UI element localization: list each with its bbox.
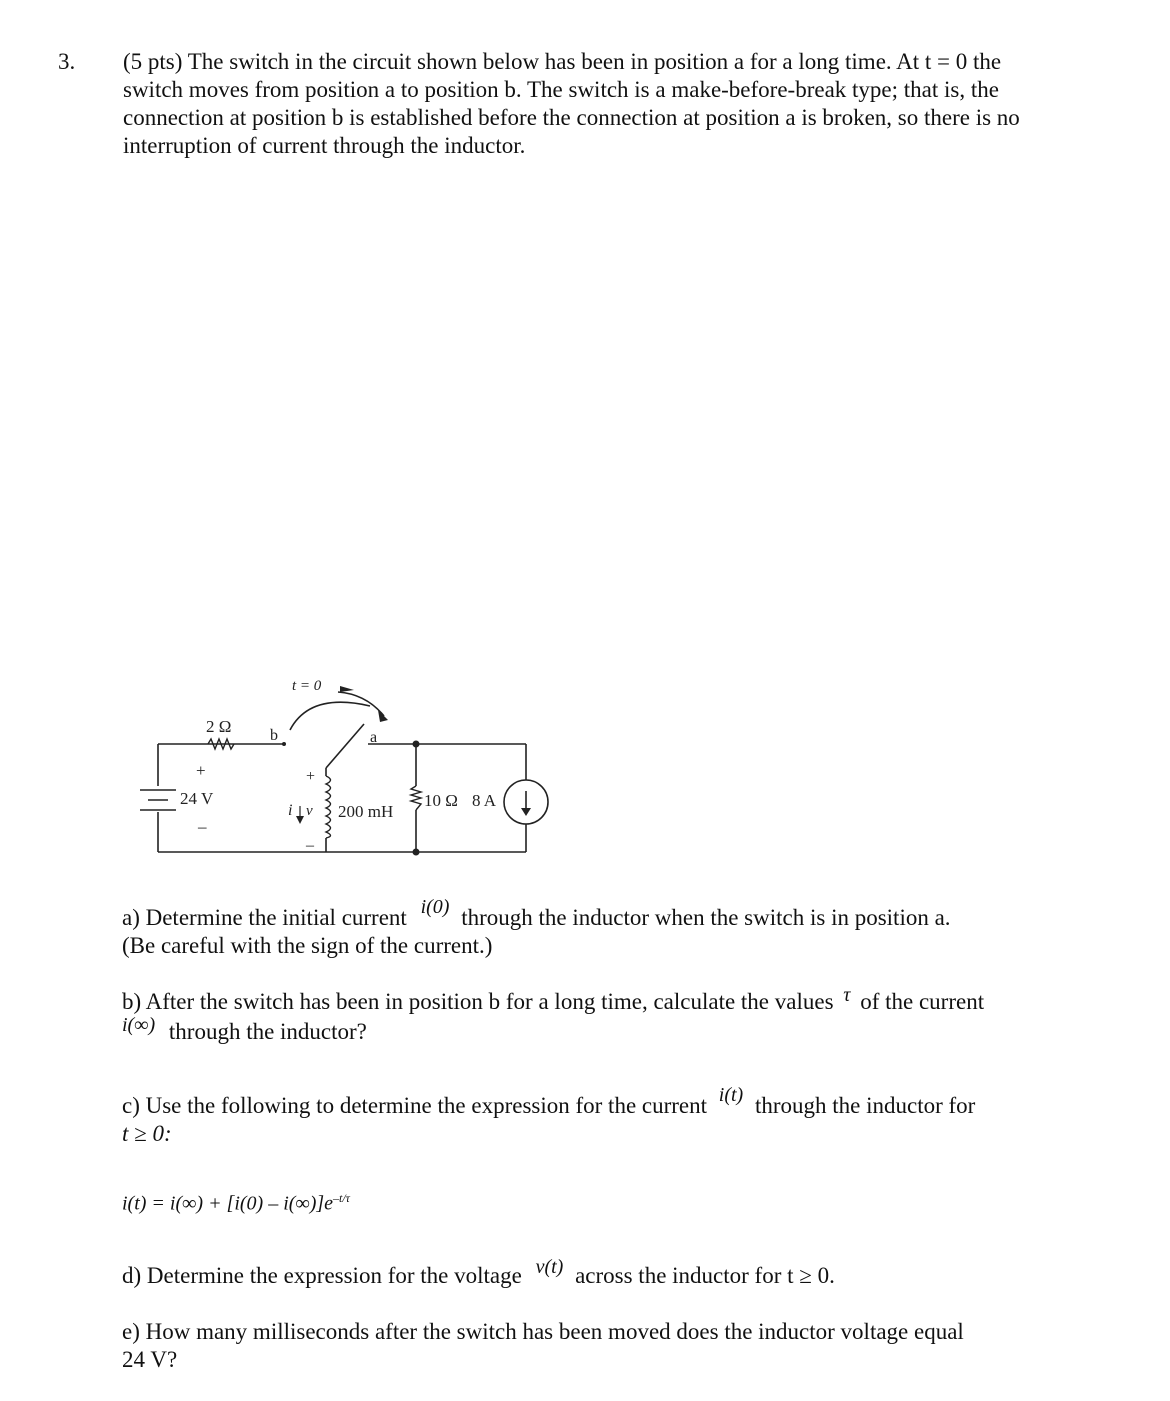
part-a-text: a) Determine the initial current (122, 905, 407, 930)
label-current-source: 8 A (472, 791, 497, 810)
time-arrow-icon (340, 686, 354, 692)
label-switch-time: t = 0 (292, 678, 322, 694)
part-c-symbol: i(t) (718, 1084, 744, 1106)
switch-blade (326, 724, 364, 768)
label-b: b (270, 727, 278, 744)
contact-b (282, 742, 286, 746)
part-b-text: b) After the switch has been in position b for a long time, calculate the values (122, 989, 834, 1014)
junction-bottom (413, 849, 420, 856)
part-d (122, 1256, 1122, 1291)
part-c-condition: t ≥ 0: (122, 1121, 172, 1146)
part-e: e) How many milliseconds after the switch has been moved does the inductor voltage equal (122, 1319, 964, 1344)
switch-arc (290, 702, 370, 730)
part-d-text-2: across the inductor for t ≥ 0. (575, 1263, 835, 1288)
current-arrow-icon (296, 816, 304, 824)
label-source-plus: + (196, 761, 206, 780)
part-b-text-2: of the current (860, 989, 985, 1014)
label-inductor-minus: – (306, 837, 314, 854)
label-current-i: i (288, 802, 293, 819)
formula (122, 1184, 1122, 1218)
part-c (122, 1084, 1122, 1121)
part-c-text-2: through the inductor for (754, 1093, 976, 1118)
part-a-text-2: through the inductor when the switch is in position a. (461, 905, 951, 930)
part-c-text: c) Use the following to determine the expression for the current (122, 1093, 708, 1118)
formula-main: i(t) = i(∞) + [i(0) – i(∞)]e (122, 1192, 334, 1215)
part-e-line2: 24 V? (122, 1347, 178, 1372)
inductor-coil (326, 776, 331, 838)
part-b (122, 984, 1122, 1017)
formula-exponent: –t/τ (333, 1191, 350, 1205)
part-b-symbol: i(∞) (122, 1014, 156, 1036)
part-b-text-3: through the inductor? (168, 1019, 367, 1044)
label-a: a (370, 729, 378, 746)
part-d-symbol: v(t) (535, 1256, 564, 1278)
part-d-text: d) Determine the expression for the voltage (122, 1263, 522, 1288)
label-source-voltage: 24 V (180, 789, 214, 808)
part-a-symbol: i(0) (420, 896, 450, 918)
label-inductor: 200 mH (338, 802, 394, 821)
part-b-tau: τ (843, 984, 851, 1006)
part-a-note: (Be careful with the sign of the current.) (122, 933, 493, 958)
label-voltage-v: v (306, 803, 313, 819)
label-r2: 10 Ω (424, 791, 458, 810)
problem-number: 3. (58, 49, 76, 74)
part-b-line2 (122, 1014, 1122, 1047)
resistor-10ohm (411, 786, 421, 810)
junction-top (413, 741, 420, 748)
label-inductor-plus: + (306, 768, 316, 785)
label-source-minus: – (198, 817, 207, 836)
problem-text: (5 pts) The switch in the circuit shown below has been in position a for a long time. At t = 0 the switch moves from position a to position b. The switch is a make-before-break type; that is, the connection at position b is established before the connection at position a is broken, so there is no interruption of current through the inductor. (123, 49, 1020, 158)
label-r1: 2 Ω (206, 717, 232, 736)
part-a (122, 896, 1122, 933)
switch-arrow-head (378, 710, 388, 722)
